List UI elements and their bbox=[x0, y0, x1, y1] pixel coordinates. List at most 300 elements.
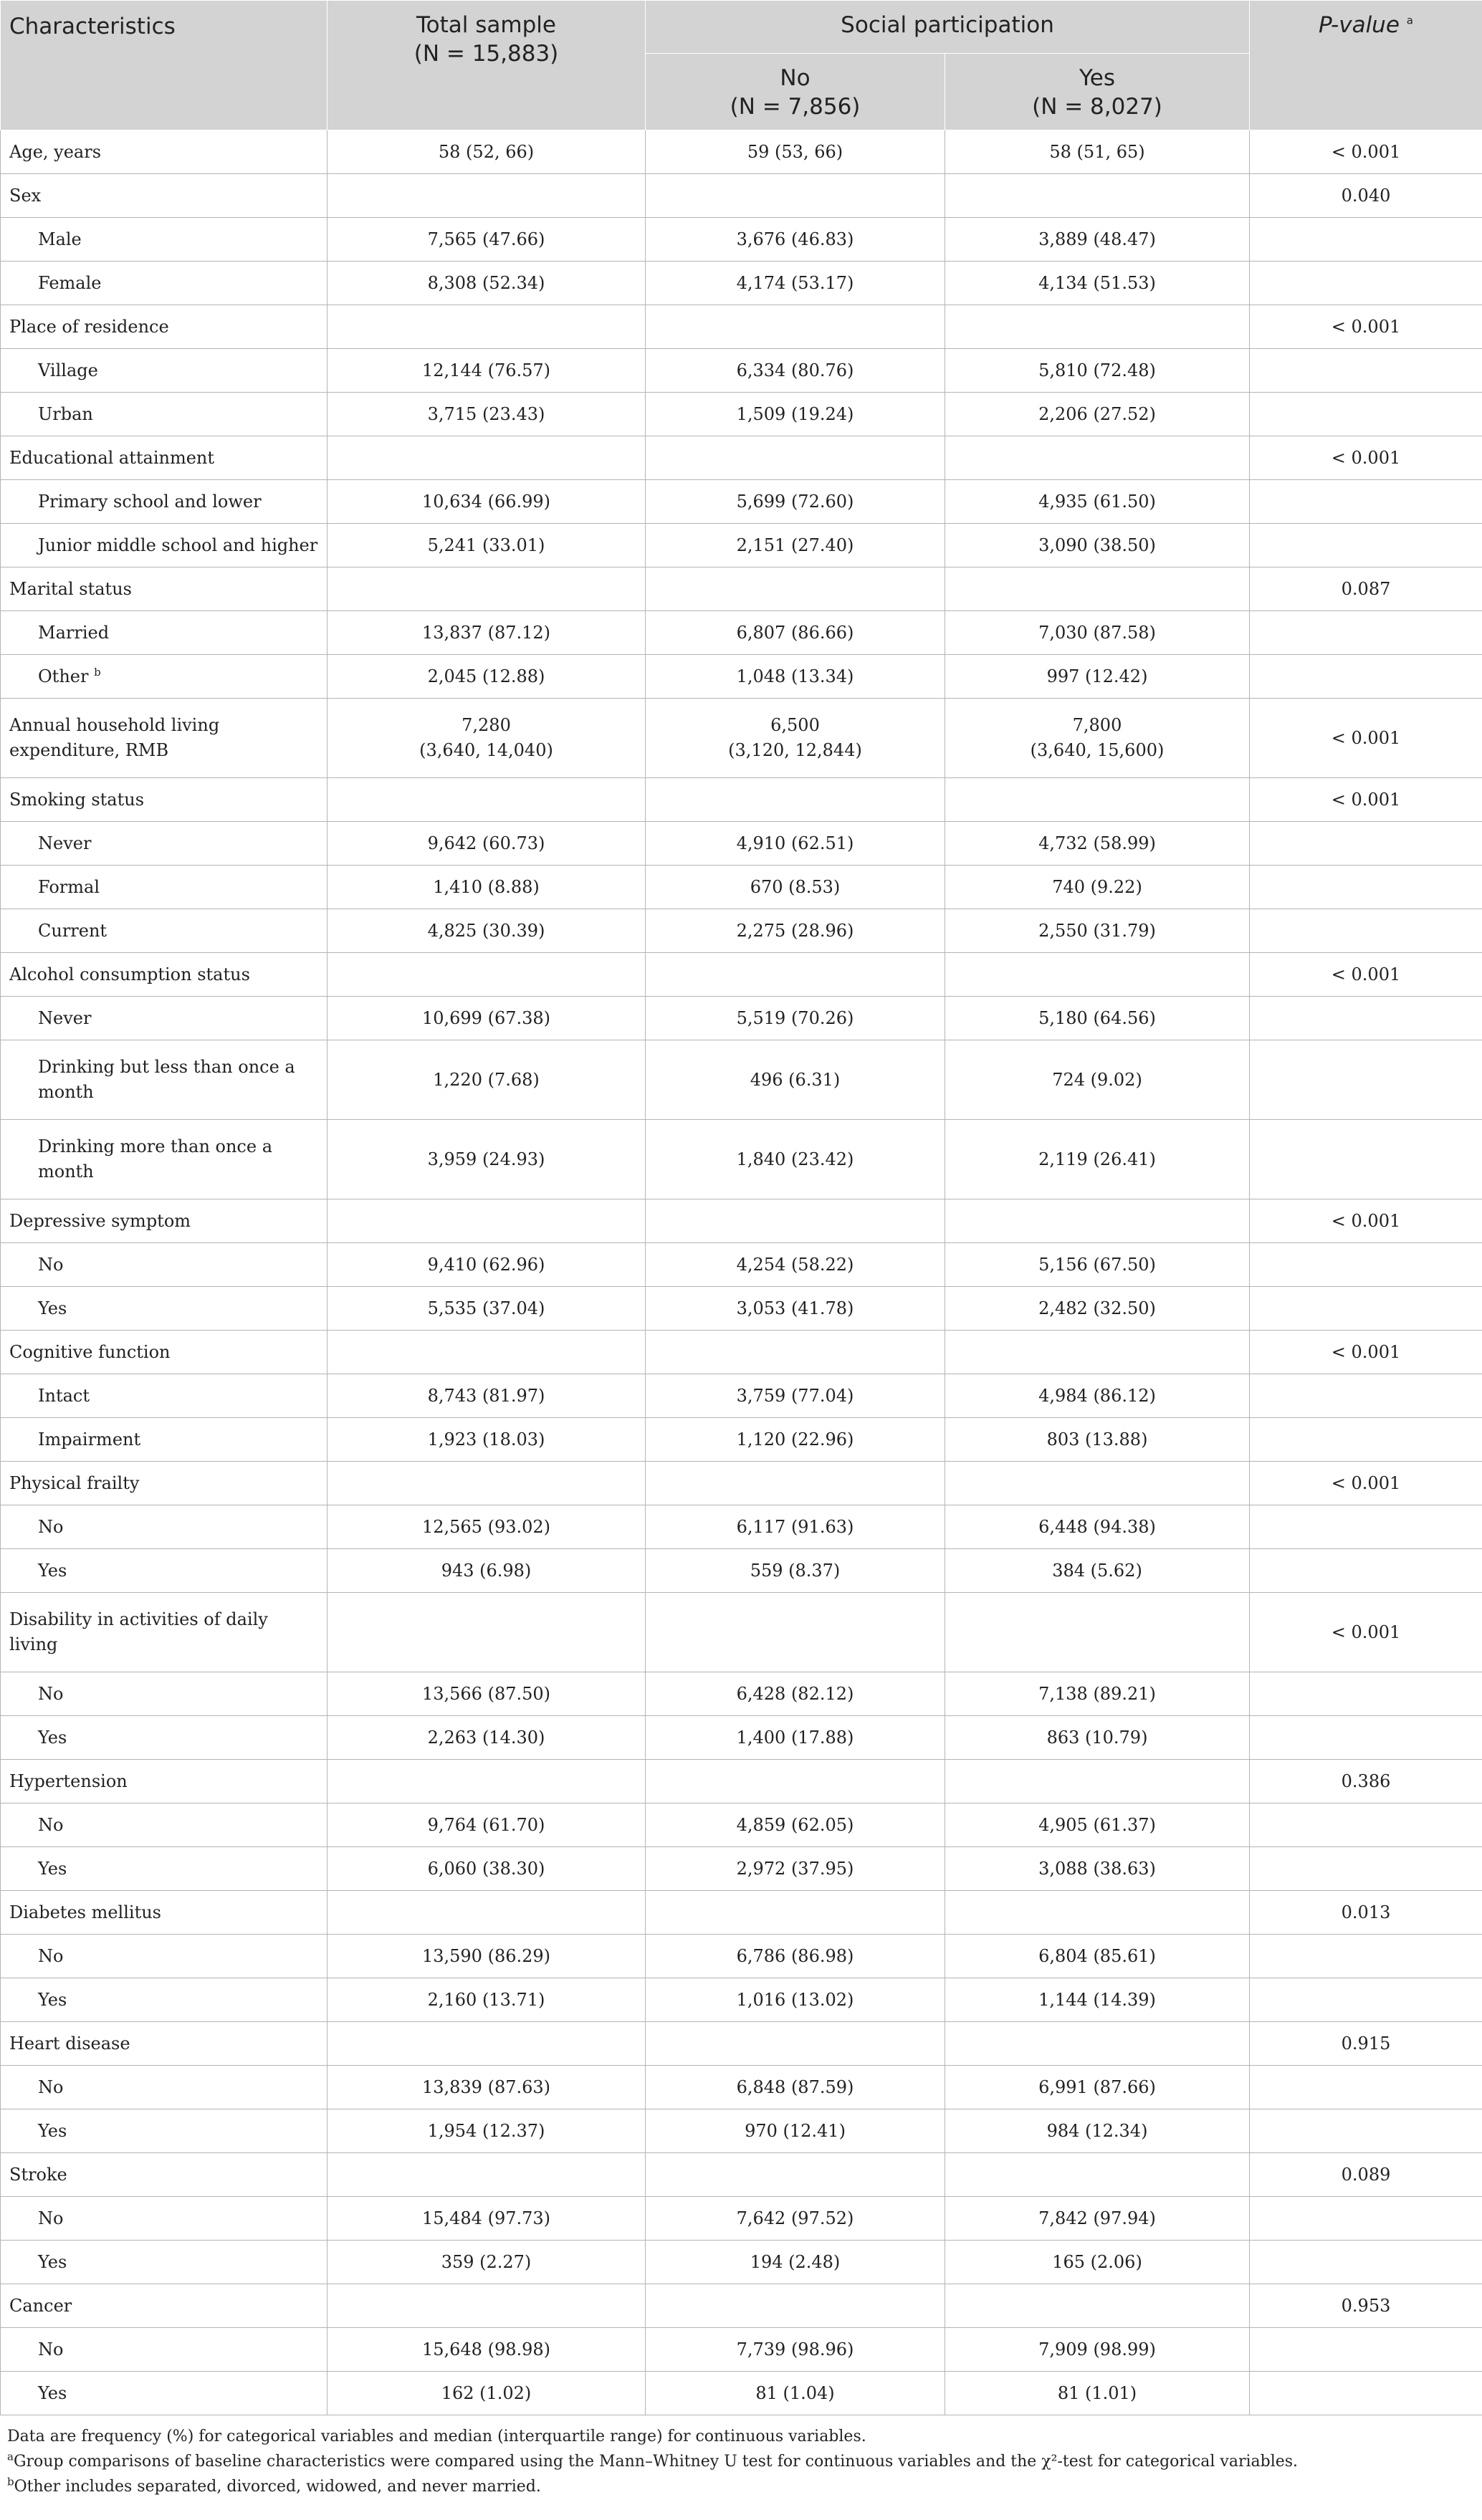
row-label-text: Primary school and lower bbox=[38, 491, 262, 512]
row-label-text: Formal bbox=[38, 876, 100, 897]
cell-yes-value: 4,935 (61.50) bbox=[1038, 491, 1156, 512]
cell-total bbox=[328, 953, 646, 997]
cell-total bbox=[328, 2328, 646, 2372]
row-label-text: Drinking more than once a month bbox=[38, 1136, 273, 1182]
row-label bbox=[1, 866, 328, 909]
footnote-1-text: Data are frequency (%) for categorical variables and median (interquartile range) for continuous variables. bbox=[7, 2428, 866, 2445]
cell-yes-value: 3,889 (48.47) bbox=[1038, 229, 1156, 249]
cell-p-value bbox=[1250, 1847, 1482, 1891]
cell-p-value: 0.089 bbox=[1250, 2153, 1482, 2197]
cell-no bbox=[646, 1374, 945, 1418]
cell-total bbox=[328, 1331, 646, 1374]
cell-total bbox=[328, 1978, 646, 2022]
footnote-b bbox=[7, 2476, 1482, 2499]
cell-total bbox=[328, 1040, 646, 1120]
cell-no-value: 1,120 (22.96) bbox=[736, 1429, 854, 1450]
row-label bbox=[1, 436, 328, 480]
row-label-text: Heart disease bbox=[9, 2033, 130, 2054]
row-label bbox=[1, 1418, 328, 1462]
table-row bbox=[1, 1040, 1482, 1120]
cell-p-value bbox=[1250, 2197, 1482, 2241]
cell-yes bbox=[945, 2022, 1250, 2066]
row-label bbox=[1, 2022, 328, 2066]
row-label-text: Sex bbox=[9, 185, 42, 206]
table-row bbox=[1, 1716, 1482, 1760]
row-label-text: Junior middle school and higher bbox=[38, 535, 318, 555]
cell-no bbox=[646, 1040, 945, 1120]
table-row bbox=[1, 2153, 1482, 2197]
row-label-text: Yes bbox=[38, 1560, 67, 1581]
row-label-text: Village bbox=[38, 360, 98, 380]
cell-p-value: 0.386 bbox=[1250, 1760, 1482, 1803]
cell-no bbox=[646, 655, 945, 699]
row-label bbox=[1, 1978, 328, 2022]
table-row bbox=[1, 611, 1482, 655]
cell-total-value: 58 (52, 66) bbox=[438, 141, 535, 162]
row-label bbox=[1, 1672, 328, 1716]
header-no-label: No bbox=[780, 65, 811, 91]
row-label bbox=[1, 2372, 328, 2415]
cell-no bbox=[646, 1935, 945, 1978]
footnote-a bbox=[7, 2450, 1482, 2473]
cell-yes bbox=[945, 655, 1250, 699]
cell-no bbox=[646, 2328, 945, 2372]
cell-yes-value: 2,550 (31.79) bbox=[1038, 920, 1156, 941]
row-label-text: Never bbox=[38, 833, 92, 853]
cell-yes bbox=[945, 1978, 1250, 2022]
cell-yes bbox=[945, 1040, 1250, 1120]
cell-yes bbox=[945, 393, 1250, 436]
cell-no bbox=[646, 567, 945, 611]
cell-no bbox=[646, 699, 945, 778]
cell-no-value: 3,053 (41.78) bbox=[736, 1298, 854, 1318]
cell-no bbox=[646, 1891, 945, 1935]
table-row bbox=[1, 567, 1482, 611]
cell-total bbox=[328, 1716, 646, 1760]
row-label bbox=[1, 909, 328, 953]
row-label bbox=[1, 1935, 328, 1978]
cell-yes bbox=[945, 1120, 1250, 1199]
cell-total bbox=[328, 2241, 646, 2284]
table-row bbox=[1, 1760, 1482, 1803]
cell-yes-value: 4,732 (58.99) bbox=[1038, 833, 1156, 853]
cell-no-value: 5,519 (70.26) bbox=[736, 1007, 854, 1028]
cell-p-value bbox=[1250, 1243, 1482, 1287]
row-label-text: Current bbox=[38, 920, 107, 941]
row-label bbox=[1, 2109, 328, 2153]
table-row bbox=[1, 393, 1482, 436]
cell-total-value: 15,648 (98.98) bbox=[421, 2339, 551, 2359]
cell-yes-value: 58 (51, 65) bbox=[1049, 141, 1145, 162]
cell-total bbox=[328, 2197, 646, 2241]
footnote-a-marker: a bbox=[7, 2450, 14, 2463]
cell-no bbox=[646, 1847, 945, 1891]
row-label bbox=[1, 1120, 328, 1199]
row-label-text: No bbox=[38, 1683, 64, 1704]
row-label-text: No bbox=[38, 1814, 64, 1835]
cell-total bbox=[328, 1418, 646, 1462]
cell-no bbox=[646, 1716, 945, 1760]
row-label bbox=[1, 822, 328, 866]
row-label bbox=[1, 1549, 328, 1593]
cell-yes-value: 4,984 (86.12) bbox=[1038, 1385, 1156, 1406]
table-row bbox=[1, 436, 1482, 480]
row-label bbox=[1, 524, 328, 567]
cell-total bbox=[328, 1287, 646, 1331]
cell-p-value bbox=[1250, 1549, 1482, 1593]
cell-p-value bbox=[1250, 2241, 1482, 2284]
cell-p-value: < 0.001 bbox=[1250, 778, 1482, 822]
row-label bbox=[1, 393, 328, 436]
footnotes bbox=[0, 2415, 1482, 2499]
row-label-text: Disability in activities of daily living bbox=[9, 1609, 268, 1654]
cell-p-value: 0.040 bbox=[1250, 174, 1482, 218]
cell-p-value bbox=[1250, 2066, 1482, 2109]
cell-total bbox=[328, 1672, 646, 1716]
cell-p-value bbox=[1250, 1120, 1482, 1199]
header-no-n: (N = 7,856) bbox=[730, 94, 861, 120]
cell-yes bbox=[945, 1847, 1250, 1891]
cell-p-value bbox=[1250, 1040, 1482, 1120]
cell-no bbox=[646, 2153, 945, 2197]
cell-yes bbox=[945, 436, 1250, 480]
cell-p-value bbox=[1250, 655, 1482, 699]
cell-total-value: 13,837 (87.12) bbox=[421, 622, 551, 643]
cell-p-value bbox=[1250, 1716, 1482, 1760]
cell-total bbox=[328, 1120, 646, 1199]
row-label-text: Cognitive function bbox=[9, 1341, 171, 1362]
cell-yes-value: 81 (1.01) bbox=[1057, 2382, 1137, 2403]
cell-total-value: 12,144 (76.57) bbox=[421, 360, 551, 380]
cell-yes-value: 3,088 (38.63) bbox=[1038, 1858, 1156, 1879]
cell-yes-value: 984 (12.34) bbox=[1046, 2120, 1148, 2141]
cell-no-value: 4,254 (58.22) bbox=[736, 1254, 854, 1275]
row-label bbox=[1, 1287, 328, 1331]
cell-yes bbox=[945, 2197, 1250, 2241]
cell-total bbox=[328, 1760, 646, 1803]
cell-p-value bbox=[1250, 262, 1482, 305]
cell-p-value: 0.953 bbox=[1250, 2284, 1482, 2328]
cell-total-value: 7,565 (47.66) bbox=[427, 229, 545, 249]
cell-yes-value: 5,810 (72.48) bbox=[1038, 360, 1156, 380]
cell-yes-value: 5,156 (67.50) bbox=[1038, 1254, 1156, 1275]
cell-yes bbox=[945, 1803, 1250, 1847]
row-label bbox=[1, 1803, 328, 1847]
cell-yes-value: 803 (13.88) bbox=[1046, 1429, 1148, 1450]
cell-no-value: 81 (1.04) bbox=[755, 2382, 835, 2403]
row-label bbox=[1, 218, 328, 262]
table-row bbox=[1, 2284, 1482, 2328]
row-label bbox=[1, 349, 328, 393]
row-label-text: Depressive symptom bbox=[9, 1210, 191, 1231]
row-label bbox=[1, 2153, 328, 2197]
cell-yes bbox=[945, 2372, 1250, 2415]
cell-total-value: 7,280 bbox=[462, 715, 511, 736]
row-label bbox=[1, 174, 328, 218]
table-row bbox=[1, 1287, 1482, 1331]
cell-no bbox=[646, 349, 945, 393]
cell-total bbox=[328, 1935, 646, 1978]
cell-p-value bbox=[1250, 1287, 1482, 1331]
table-row bbox=[1, 699, 1482, 778]
cell-no bbox=[646, 1199, 945, 1243]
cell-yes-value: 2,482 (32.50) bbox=[1038, 1298, 1156, 1318]
cell-no bbox=[646, 262, 945, 305]
footnote-1 bbox=[7, 2425, 1482, 2448]
cell-total-value: 13,566 (87.50) bbox=[421, 1683, 551, 1704]
cell-total bbox=[328, 866, 646, 909]
cell-no-value: 4,174 (53.17) bbox=[736, 272, 854, 293]
cell-no-value: 1,016 (13.02) bbox=[736, 1989, 854, 2010]
row-label-text: Intact bbox=[38, 1385, 90, 1406]
row-label bbox=[1, 1374, 328, 1418]
cell-no bbox=[646, 1803, 945, 1847]
row-label-text: Cancer bbox=[9, 2295, 72, 2316]
cell-yes bbox=[945, 1374, 1250, 1418]
cell-total-value: 15,484 (97.73) bbox=[421, 2208, 551, 2228]
table-row bbox=[1, 2328, 1482, 2372]
cell-yes-value: 384 (5.62) bbox=[1052, 1560, 1142, 1581]
row-label-text: Other bbox=[38, 666, 89, 686]
cell-p-value bbox=[1250, 480, 1482, 524]
row-label bbox=[1, 699, 328, 778]
footnote-b-marker: b bbox=[7, 2475, 14, 2488]
row-label bbox=[1, 1462, 328, 1505]
cell-no bbox=[646, 953, 945, 997]
row-label bbox=[1, 1847, 328, 1891]
cell-total-value: 162 (1.02) bbox=[441, 2382, 532, 2403]
cell-yes bbox=[945, 567, 1250, 611]
cell-yes bbox=[945, 2328, 1250, 2372]
cell-yes-value: 6,448 (94.38) bbox=[1038, 1516, 1156, 1537]
row-label bbox=[1, 2197, 328, 2241]
cell-no bbox=[646, 305, 945, 349]
cell-no bbox=[646, 822, 945, 866]
row-label bbox=[1, 611, 328, 655]
row-label bbox=[1, 953, 328, 997]
cell-total bbox=[328, 2372, 646, 2415]
cell-total-value: 943 (6.98) bbox=[441, 1560, 532, 1581]
cell-yes-value: 6,804 (85.61) bbox=[1038, 1945, 1156, 1966]
cell-yes bbox=[945, 1505, 1250, 1549]
cell-no bbox=[646, 866, 945, 909]
cell-no bbox=[646, 2022, 945, 2066]
cell-total-value: 9,642 (60.73) bbox=[427, 833, 545, 853]
cell-p-value: 0.087 bbox=[1250, 567, 1482, 611]
table-row bbox=[1, 2241, 1482, 2284]
cell-total bbox=[328, 218, 646, 262]
cell-no-value: 1,048 (13.34) bbox=[736, 666, 854, 686]
row-label-text: Female bbox=[38, 272, 102, 293]
cell-no-value: 559 (8.37) bbox=[750, 1560, 841, 1581]
cell-no-value: 4,859 (62.05) bbox=[736, 1814, 854, 1835]
cell-yes-value: 997 (12.42) bbox=[1046, 666, 1148, 686]
cell-no-value: 4,910 (62.51) bbox=[736, 833, 854, 853]
cell-no bbox=[646, 909, 945, 953]
cell-total bbox=[328, 349, 646, 393]
cell-total-value: 3,959 (24.93) bbox=[427, 1149, 545, 1169]
row-label-text: Yes bbox=[38, 1989, 67, 2010]
table-row bbox=[1, 953, 1482, 997]
cell-no bbox=[646, 2109, 945, 2153]
cell-yes bbox=[945, 953, 1250, 997]
cell-total bbox=[328, 1374, 646, 1418]
table-row bbox=[1, 305, 1482, 349]
cell-yes bbox=[945, 480, 1250, 524]
row-label-text: No bbox=[38, 1516, 64, 1537]
cell-p-value: 0.013 bbox=[1250, 1891, 1482, 1935]
header-p-label: P-value bbox=[1319, 12, 1400, 38]
cell-yes bbox=[945, 130, 1250, 174]
cell-p-value bbox=[1250, 1374, 1482, 1418]
cell-no-value: 6,500 bbox=[770, 715, 820, 736]
table-row bbox=[1, 1418, 1482, 1462]
cell-yes bbox=[945, 997, 1250, 1040]
header-characteristics: Characteristics bbox=[1, 1, 328, 130]
cell-no-value: 3,759 (77.04) bbox=[736, 1385, 854, 1406]
cell-no bbox=[646, 1760, 945, 1803]
cell-no-value: 6,807 (86.66) bbox=[736, 622, 854, 643]
row-label bbox=[1, 2066, 328, 2109]
row-label-text: Yes bbox=[38, 2382, 67, 2403]
cell-p-value bbox=[1250, 1505, 1482, 1549]
table-row bbox=[1, 2109, 1482, 2153]
cell-no bbox=[646, 778, 945, 822]
cell-p-value bbox=[1250, 349, 1482, 393]
row-label-text: Educational attainment bbox=[9, 447, 215, 468]
cell-total bbox=[328, 1593, 646, 1672]
table-row bbox=[1, 2022, 1482, 2066]
row-label bbox=[1, 1891, 328, 1935]
cell-yes bbox=[945, 699, 1250, 778]
row-label-text: Marital status bbox=[9, 578, 132, 599]
cell-yes bbox=[945, 1418, 1250, 1462]
cell-p-value bbox=[1250, 866, 1482, 909]
cell-total-value: 5,241 (33.01) bbox=[427, 535, 545, 555]
cell-yes bbox=[945, 1287, 1250, 1331]
cell-no-value: 6,334 (80.76) bbox=[736, 360, 854, 380]
cell-p-value bbox=[1250, 2328, 1482, 2372]
cell-total-value: 13,590 (86.29) bbox=[421, 1945, 551, 1966]
header-total-label: Total sample bbox=[416, 12, 556, 38]
table-row bbox=[1, 1593, 1482, 1672]
row-label bbox=[1, 1593, 328, 1672]
cell-yes-value: 724 (9.02) bbox=[1052, 1069, 1142, 1090]
cell-total-value: 2,160 (13.71) bbox=[427, 1989, 545, 2010]
cell-yes bbox=[945, 174, 1250, 218]
cell-yes-value: 4,905 (61.37) bbox=[1038, 1814, 1156, 1835]
row-label bbox=[1, 655, 328, 699]
row-label bbox=[1, 997, 328, 1040]
cell-total bbox=[328, 1199, 646, 1243]
cell-yes bbox=[945, 909, 1250, 953]
row-label-text: No bbox=[38, 1254, 64, 1275]
cell-no bbox=[646, 1462, 945, 1505]
cell-no bbox=[646, 1120, 945, 1199]
cell-total-value: 2,045 (12.88) bbox=[427, 666, 545, 686]
table-row bbox=[1, 1847, 1482, 1891]
cell-no-value: 1,509 (19.24) bbox=[736, 403, 854, 424]
table-body bbox=[1, 130, 1482, 2415]
row-label-text: Yes bbox=[38, 2120, 67, 2141]
cell-total-value: 1,954 (12.37) bbox=[427, 2120, 545, 2141]
cell-yes-value: 2,206 (27.52) bbox=[1038, 403, 1156, 424]
cell-total-value: 4,825 (30.39) bbox=[427, 920, 545, 941]
cell-no bbox=[646, 2372, 945, 2415]
cell-yes-value: 863 (10.79) bbox=[1046, 1727, 1148, 1748]
table-row bbox=[1, 822, 1482, 866]
header-yes bbox=[945, 54, 1250, 130]
cell-yes bbox=[945, 2066, 1250, 2109]
cell-total bbox=[328, 997, 646, 1040]
cell-yes bbox=[945, 2284, 1250, 2328]
cell-p-value: < 0.001 bbox=[1250, 1462, 1482, 1505]
cell-no-value: 5,699 (72.60) bbox=[736, 491, 854, 512]
cell-yes bbox=[945, 1593, 1250, 1672]
header-p-sup: a bbox=[1406, 14, 1413, 27]
cell-total-range: (3,640, 14,040) bbox=[419, 740, 553, 760]
row-label bbox=[1, 2328, 328, 2372]
cell-no-value: 7,739 (98.96) bbox=[736, 2339, 854, 2359]
cell-total-value: 10,699 (67.38) bbox=[421, 1007, 551, 1028]
cell-p-value: < 0.001 bbox=[1250, 305, 1482, 349]
cell-total bbox=[328, 1549, 646, 1593]
cell-no-value: 2,972 (37.95) bbox=[736, 1858, 854, 1879]
row-label bbox=[1, 1760, 328, 1803]
cell-yes bbox=[945, 349, 1250, 393]
cell-no bbox=[646, 1978, 945, 2022]
cell-yes bbox=[945, 1672, 1250, 1716]
cell-no-value: 3,676 (46.83) bbox=[736, 229, 854, 249]
table-row bbox=[1, 1243, 1482, 1287]
cell-p-value bbox=[1250, 2372, 1482, 2415]
cell-yes bbox=[945, 2241, 1250, 2284]
cell-p-value bbox=[1250, 1803, 1482, 1847]
row-label-text: Married bbox=[38, 622, 110, 643]
cell-yes bbox=[945, 305, 1250, 349]
cell-no-value: 194 (2.48) bbox=[750, 2251, 841, 2272]
cell-yes-value: 1,144 (14.39) bbox=[1038, 1989, 1156, 2010]
cell-total bbox=[328, 655, 646, 699]
table-row bbox=[1, 262, 1482, 305]
cell-no-value: 1,400 (17.88) bbox=[736, 1727, 854, 1748]
cell-yes bbox=[945, 822, 1250, 866]
table-row bbox=[1, 1505, 1482, 1549]
header-total-sample bbox=[328, 1, 646, 130]
cell-total bbox=[328, 1462, 646, 1505]
cell-p-value bbox=[1250, 822, 1482, 866]
cell-yes-value: 2,119 (26.41) bbox=[1038, 1149, 1156, 1169]
cell-no bbox=[646, 1505, 945, 1549]
row-label-text: Smoking status bbox=[9, 789, 145, 810]
cell-p-value bbox=[1250, 2109, 1482, 2153]
row-label-text: Yes bbox=[38, 2251, 67, 2272]
cell-yes bbox=[945, 1891, 1250, 1935]
cell-total-value: 9,764 (61.70) bbox=[427, 1814, 545, 1835]
row-label-text: Yes bbox=[38, 1727, 67, 1748]
cell-yes bbox=[945, 866, 1250, 909]
cell-no-value: 7,642 (97.52) bbox=[736, 2208, 854, 2228]
cell-yes bbox=[945, 1199, 1250, 1243]
cell-no-value: 6,428 (82.12) bbox=[736, 1683, 854, 1704]
cell-total bbox=[328, 174, 646, 218]
row-label-text: Place of residence bbox=[9, 316, 169, 337]
cell-no bbox=[646, 1331, 945, 1374]
row-label-text: Stroke bbox=[9, 2164, 67, 2185]
cell-no bbox=[646, 524, 945, 567]
table-row bbox=[1, 480, 1482, 524]
cell-total bbox=[328, 436, 646, 480]
